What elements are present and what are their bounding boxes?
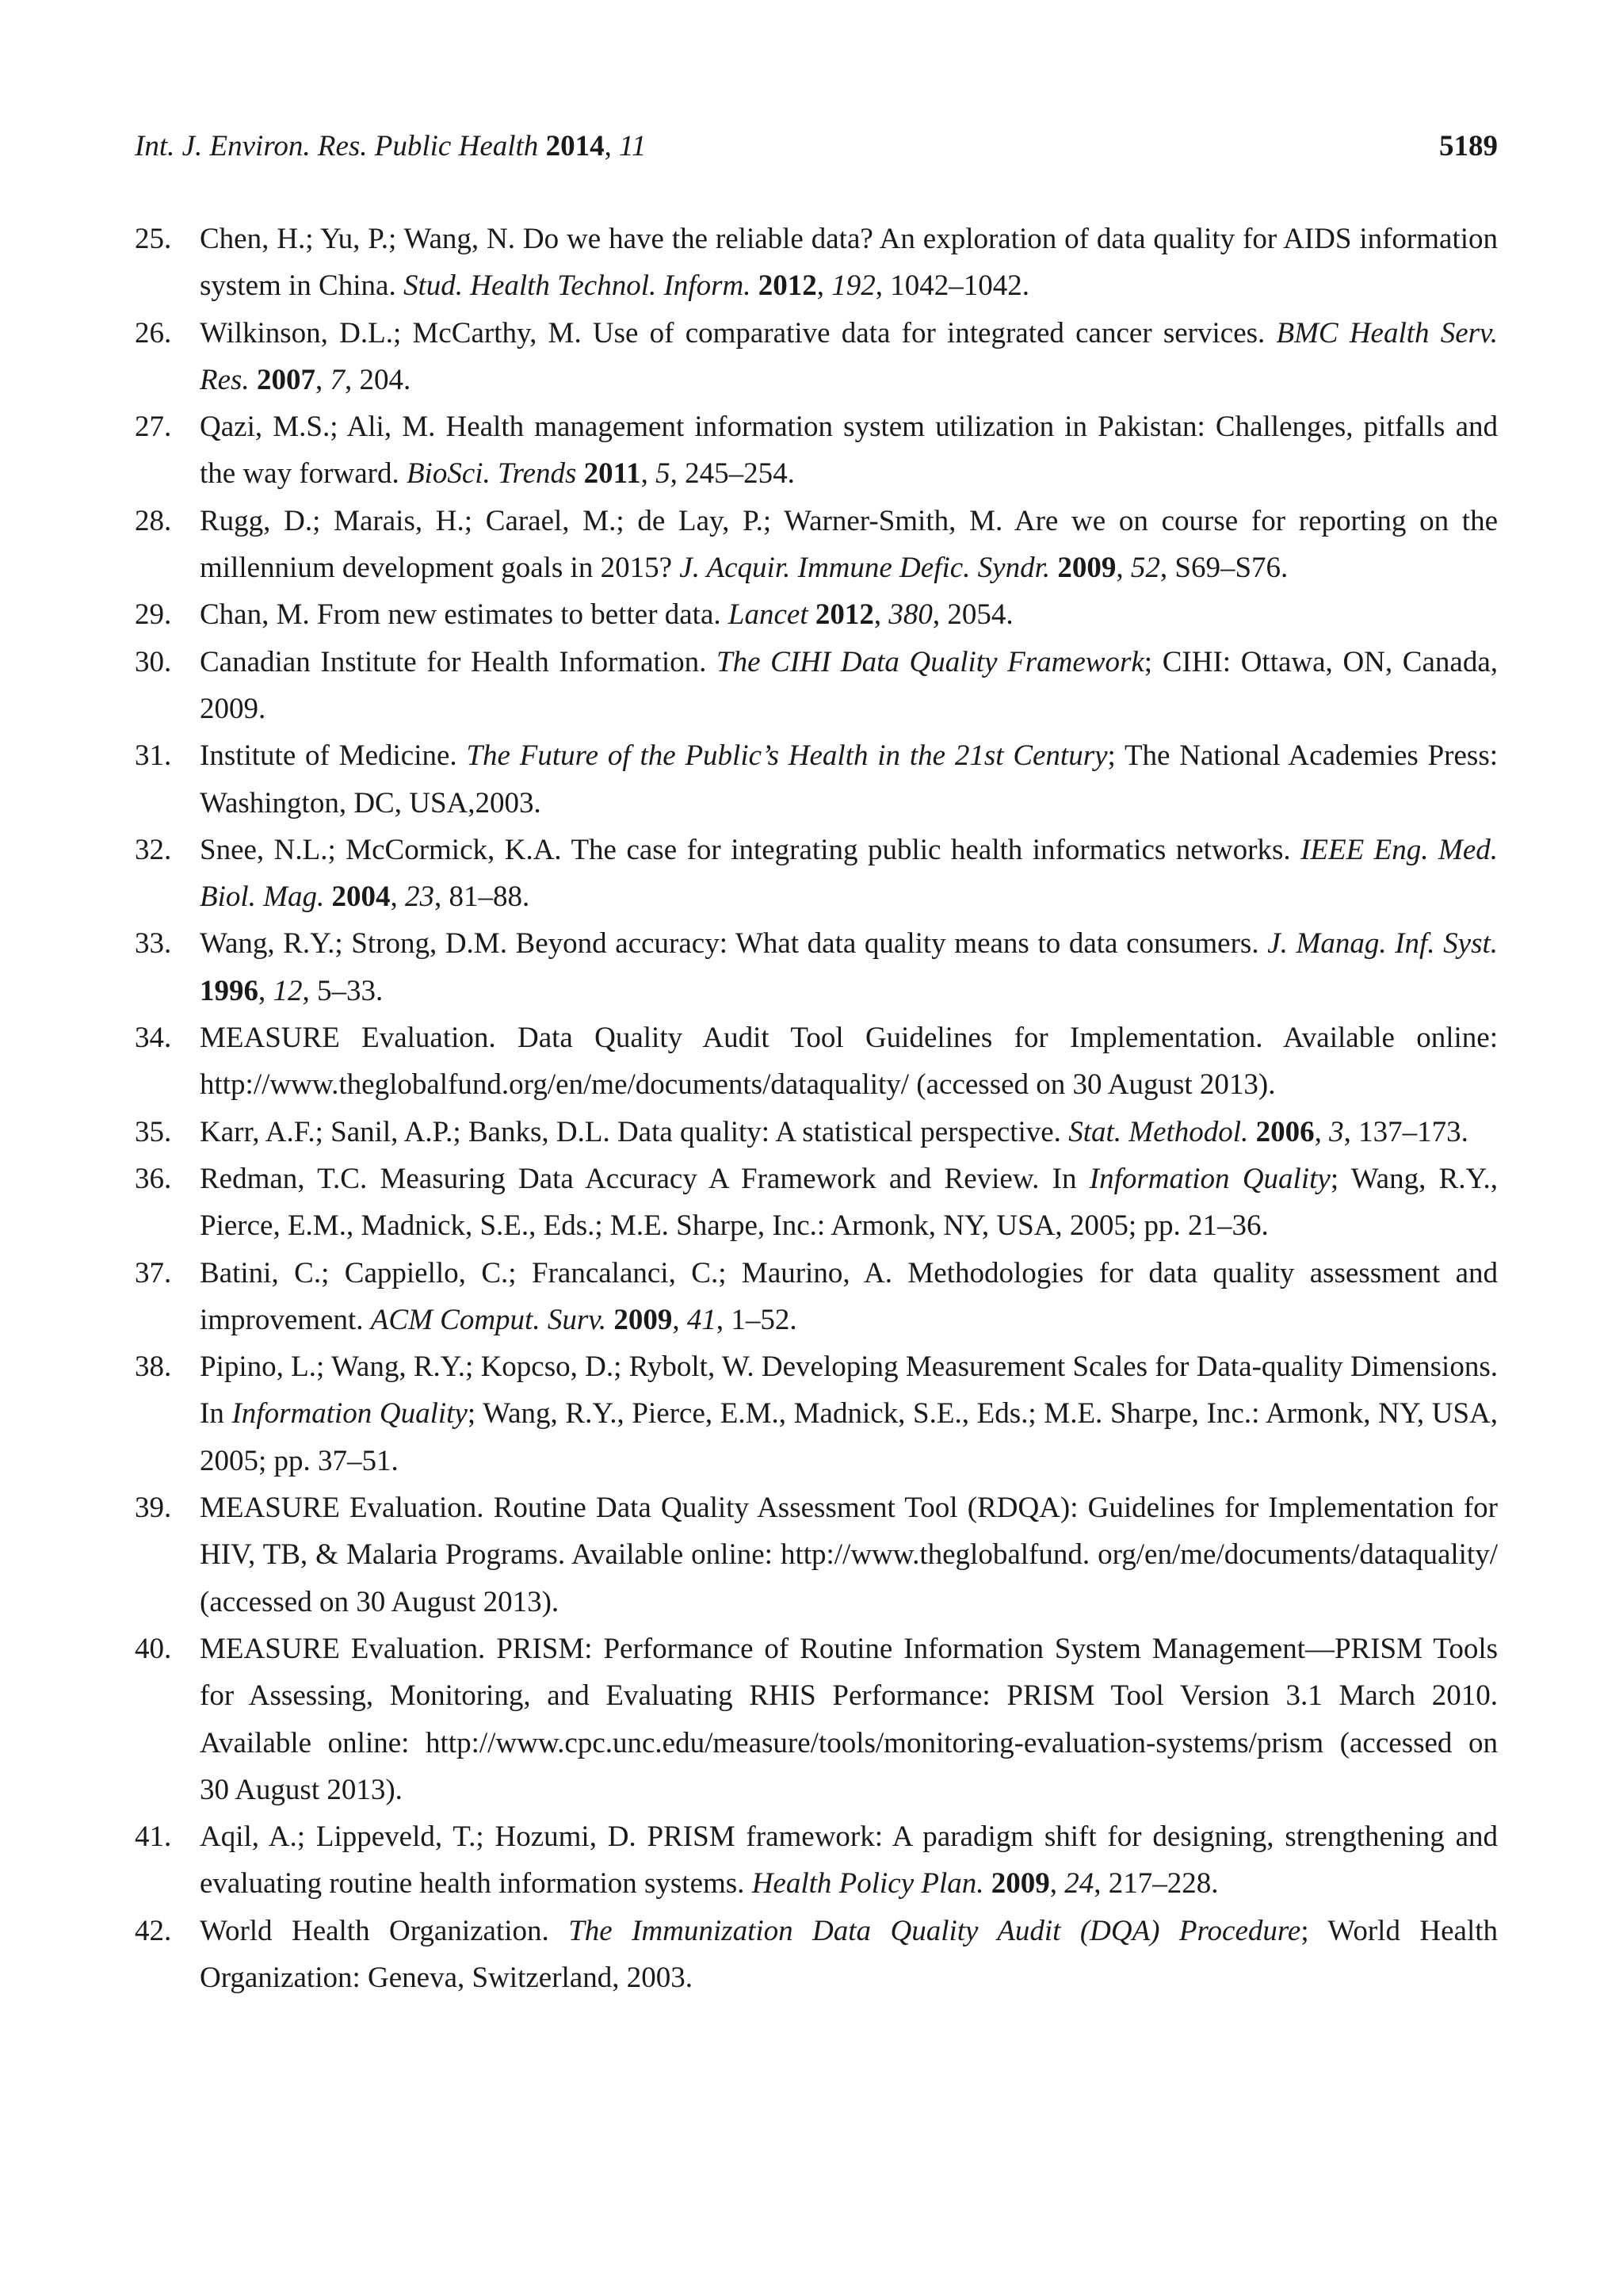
- reference-item: [135, 498, 1498, 592]
- journal-volume: 11: [619, 130, 647, 162]
- reference-item: [135, 1813, 1498, 1908]
- reference-text-segment: ,: [873, 598, 889, 632]
- reference-text-segment: Snee, N.L.; McCormick, K.A. The case for integrating public health informatics networks.: [200, 833, 1301, 866]
- reference-number: 28.: [135, 504, 172, 537]
- reference-text-segment: The CIHI Data Quality Framework: [716, 645, 1144, 678]
- reference-number: 40.: [135, 1632, 172, 1665]
- reference-item: [135, 1014, 1498, 1109]
- reference-text-segment: [250, 364, 257, 396]
- reference-text-segment: ,: [315, 363, 330, 396]
- reference-text-segment: [576, 457, 583, 490]
- reference-number: 33.: [135, 927, 172, 961]
- reference-number: 30.: [135, 645, 172, 678]
- reference-text-segment: , 137–173.: [1343, 1115, 1468, 1148]
- reference-text-segment: MEASURE Evaluation. PRISM: Performance of Routine Information System Management—PRISM Tools for Assessing, Monitoring, and Evaluating RHIS Performance: PRISM Tool Version 3.1 March 2010. Available online: http://www.cpc.unc.edu/measure/tools/monitoring-evaluation-systems/prism (accessed on 30 August 2013).: [200, 1632, 1498, 1806]
- reference-text-segment: ,: [258, 974, 273, 1007]
- reference-text-segment: 2007: [256, 363, 315, 396]
- reference-text-segment: , 245–254.: [670, 457, 795, 491]
- reference-number: 35.: [135, 1115, 172, 1148]
- reference-text-segment: 2004: [331, 881, 391, 914]
- reference-text-segment: 5: [655, 457, 670, 491]
- reference-text-segment: 2006: [1255, 1115, 1315, 1148]
- header-separator: ,: [604, 130, 620, 162]
- reference-text-segment: 2012: [758, 269, 817, 303]
- reference-text-segment: Lancet: [727, 598, 808, 632]
- reference-text-segment: 52: [1130, 552, 1160, 585]
- reference-text-segment: ,: [1049, 1867, 1065, 1901]
- reference-text-segment: , S69–S76.: [1159, 552, 1289, 585]
- reference-text-segment: ; CIHI: Ottawa, ON, Canada, 2009.: [200, 645, 1498, 725]
- reference-text-segment: Qazi, M.S.; Ali, M. Health management information system utilization in Pakistan: Challenges, pitfalls and the way forward.: [200, 411, 1498, 491]
- reference-text-segment: 192: [831, 269, 876, 303]
- reference-text-segment: ,: [816, 269, 832, 303]
- reference-item: [135, 920, 1498, 1014]
- reference-list: [135, 216, 1498, 2001]
- reference-text-segment: J. Manag. Inf. Syst.: [1267, 927, 1499, 961]
- reference-item: [135, 639, 1498, 733]
- reference-text-segment: 2011: [583, 457, 641, 491]
- reference-item: [135, 732, 1498, 827]
- reference-text-segment: Information Quality: [231, 1397, 468, 1431]
- reference-text-segment: 2009: [1057, 552, 1117, 585]
- reference-number: 31.: [135, 739, 172, 773]
- reference-item: [135, 403, 1498, 498]
- reference-text-segment: Canadian Institute for Health Information.: [200, 645, 716, 678]
- reference-item: [135, 1484, 1498, 1626]
- reference-text-segment: The Immunization Data Quality Audit (DQA) Procedure: [568, 1914, 1301, 1947]
- reference-text-segment: ; Wang, R.Y., Pierce, E.M., Madnick, S.E., Eds.; M.E. Sharpe, Inc.: Armonk, NY, USA, 2005; pp. 21–36.: [200, 1162, 1499, 1243]
- reference-text-segment: MEASURE Evaluation. Data Quality Audit Tool Guidelines for Implementation. Available online: http://www.theglobalfund.org/en/me/documents/dataquality/ (accessed on 30 August 2013).: [200, 1022, 1498, 1102]
- reference-text-segment: Pipino, L.; Wang, R.Y.; Kopcso, D.; Rybolt, W. Developing Measurement Scales for Data-quality Dimensions. In: [200, 1350, 1498, 1431]
- reference-item: [135, 1250, 1498, 1344]
- reference-number: 34.: [135, 1022, 172, 1055]
- reference-text-segment: IEEE Eng. Med. Biol. Mag.: [200, 833, 1498, 914]
- reference-text-segment: Wilkinson, D.L.; McCarthy, M. Use of comparative data for integrated cancer services.: [200, 316, 1277, 350]
- reference-text-segment: [1248, 1116, 1255, 1148]
- reference-number: 38.: [135, 1350, 172, 1384]
- reference-text-segment: [984, 1867, 991, 1900]
- reference-text-segment: ,: [640, 457, 656, 491]
- reference-text-segment: Chen, H.; Yu, P.; Wang, N. Do we have the reliable data? An exploration of data quality for AIDS information system in China.: [200, 223, 1498, 303]
- reference-text-segment: World Health Organization.: [200, 1914, 569, 1947]
- reference-text-segment: , 2054.: [932, 598, 1014, 632]
- reference-text-segment: [750, 269, 758, 302]
- reference-text-segment: , 5–33.: [302, 974, 384, 1007]
- reference-item: [135, 310, 1498, 404]
- reference-text-segment: 2012: [815, 598, 874, 632]
- journal-year: 2014: [545, 130, 605, 162]
- reference-text-segment: 23: [404, 881, 434, 914]
- reference-text-segment: ,: [672, 1303, 687, 1336]
- reference-text-segment: 3: [1329, 1115, 1344, 1148]
- reference-text-segment: Stud. Health Technol. Inform.: [403, 269, 751, 303]
- reference-text-segment: 7: [330, 363, 345, 396]
- reference-text-segment: J. Acquir. Immune Defic. Syndr.: [679, 552, 1051, 585]
- reference-text-segment: BMC Health Serv. Res.: [200, 316, 1498, 396]
- reference-text-segment: Aqil, A.; Lippeveld, T.; Hozumi, D. PRISM framework: A paradigm shift for designing, strengthening and evaluating routine health information systems.: [200, 1820, 1498, 1901]
- reference-text-segment: ; World Health Organization: Geneva, Switzerland, 2003.: [200, 1914, 1499, 1994]
- reference-text-segment: 24: [1064, 1867, 1094, 1901]
- reference-item: [135, 1109, 1498, 1156]
- reference-item: [135, 827, 1498, 921]
- reference-item: [135, 1343, 1498, 1484]
- reference-text-segment: Redman, T.C. Measuring Data Accuracy A Framework and Review. In: [200, 1162, 1090, 1195]
- reference-text-segment: 2009: [991, 1867, 1050, 1901]
- reference-item: [135, 1626, 1498, 1813]
- reference-item: [135, 1156, 1498, 1250]
- page-number: 5189: [1439, 130, 1498, 162]
- reference-number: 42.: [135, 1914, 172, 1947]
- reference-text-segment: , 204.: [344, 363, 411, 396]
- reference-text-segment: ,: [1116, 552, 1131, 585]
- reference-text-segment: 2009: [613, 1303, 673, 1336]
- reference-text-segment: ; The National Academies Press: Washington, DC, USA,2003.: [200, 739, 1498, 819]
- reference-text-segment: 380: [888, 598, 933, 632]
- reference-number: 26.: [135, 316, 172, 350]
- reference-text-segment: ACM Comput. Surv.: [370, 1303, 607, 1336]
- reference-text-segment: The Future of the Public’s Health in the 21st Century: [466, 739, 1108, 773]
- reference-text-segment: , 1–52.: [716, 1303, 797, 1336]
- reference-text-segment: Batini, C.; Cappiello, C.; Francalanci, C.; Maurino, A. Methodologies for data quality assessment and improvement.: [200, 1256, 1498, 1336]
- reference-number: 29.: [135, 598, 172, 632]
- reference-text-segment: ,: [390, 881, 405, 914]
- reference-text-segment: 1996: [200, 974, 258, 1007]
- reference-number: 32.: [135, 833, 172, 866]
- reference-number: 37.: [135, 1256, 172, 1289]
- reference-text-segment: 12: [273, 974, 303, 1007]
- reference-item: [135, 1908, 1498, 2002]
- reference-text-segment: MEASURE Evaluation. Routine Data Quality Assessment Tool (RDQA): Guidelines for Implementation for HIV, TB, & Malaria Programs. Available online: http://www.theglobalfund. org/en/me/documents/dataquality/ (accessed on 30 August 2013).: [200, 1492, 1498, 1618]
- reference-text-segment: Rugg, D.; Marais, H.; Carael, M.; de Lay, P.; Warner-Smith, M. Are we on course for reporting on the millennium development goals in 2015?: [200, 504, 1498, 585]
- reference-number: 27.: [135, 411, 172, 444]
- reference-item: [135, 216, 1498, 310]
- reference-text-segment: Karr, A.F.; Sanil, A.P.; Banks, D.L. Data quality: A statistical perspective.: [200, 1115, 1069, 1148]
- reference-text-segment: 41: [686, 1303, 716, 1336]
- reference-text-segment: , 1042–1042.: [875, 269, 1029, 303]
- reference-text-segment: Information Quality: [1089, 1162, 1331, 1195]
- reference-number: 36.: [135, 1162, 172, 1195]
- reference-text-segment: Wang, R.Y.; Strong, D.M. Beyond accuracy: What data quality means to data consumers.: [200, 927, 1268, 961]
- reference-text-segment: Health Policy Plan.: [751, 1867, 984, 1901]
- reference-text-segment: ,: [1314, 1115, 1330, 1148]
- reference-text-segment: Chan, M. From new estimates to better data.: [200, 598, 728, 632]
- reference-text-segment: [808, 598, 815, 631]
- reference-text-segment: BioSci. Trends: [406, 457, 577, 491]
- reference-text-segment: Institute of Medicine.: [200, 739, 467, 773]
- journal-title: Int. J. Environ. Res. Public Health: [135, 130, 539, 162]
- reference-text-segment: , 81–88.: [433, 881, 530, 914]
- running-header: [135, 127, 1498, 166]
- reference-text-segment: Stat. Methodol.: [1068, 1115, 1249, 1148]
- reference-text-segment: , 217–228.: [1094, 1867, 1219, 1901]
- reference-item: [135, 591, 1498, 638]
- reference-number: 41.: [135, 1820, 172, 1854]
- reference-text-segment: ; Wang, R.Y., Pierce, E.M., Madnick, S.E., Eds.; M.E. Sharpe, Inc.: Armonk, NY, USA, 2005; pp. 37–51.: [200, 1397, 1498, 1477]
- reference-number: 25.: [135, 223, 172, 255]
- reference-number: 39.: [135, 1492, 172, 1525]
